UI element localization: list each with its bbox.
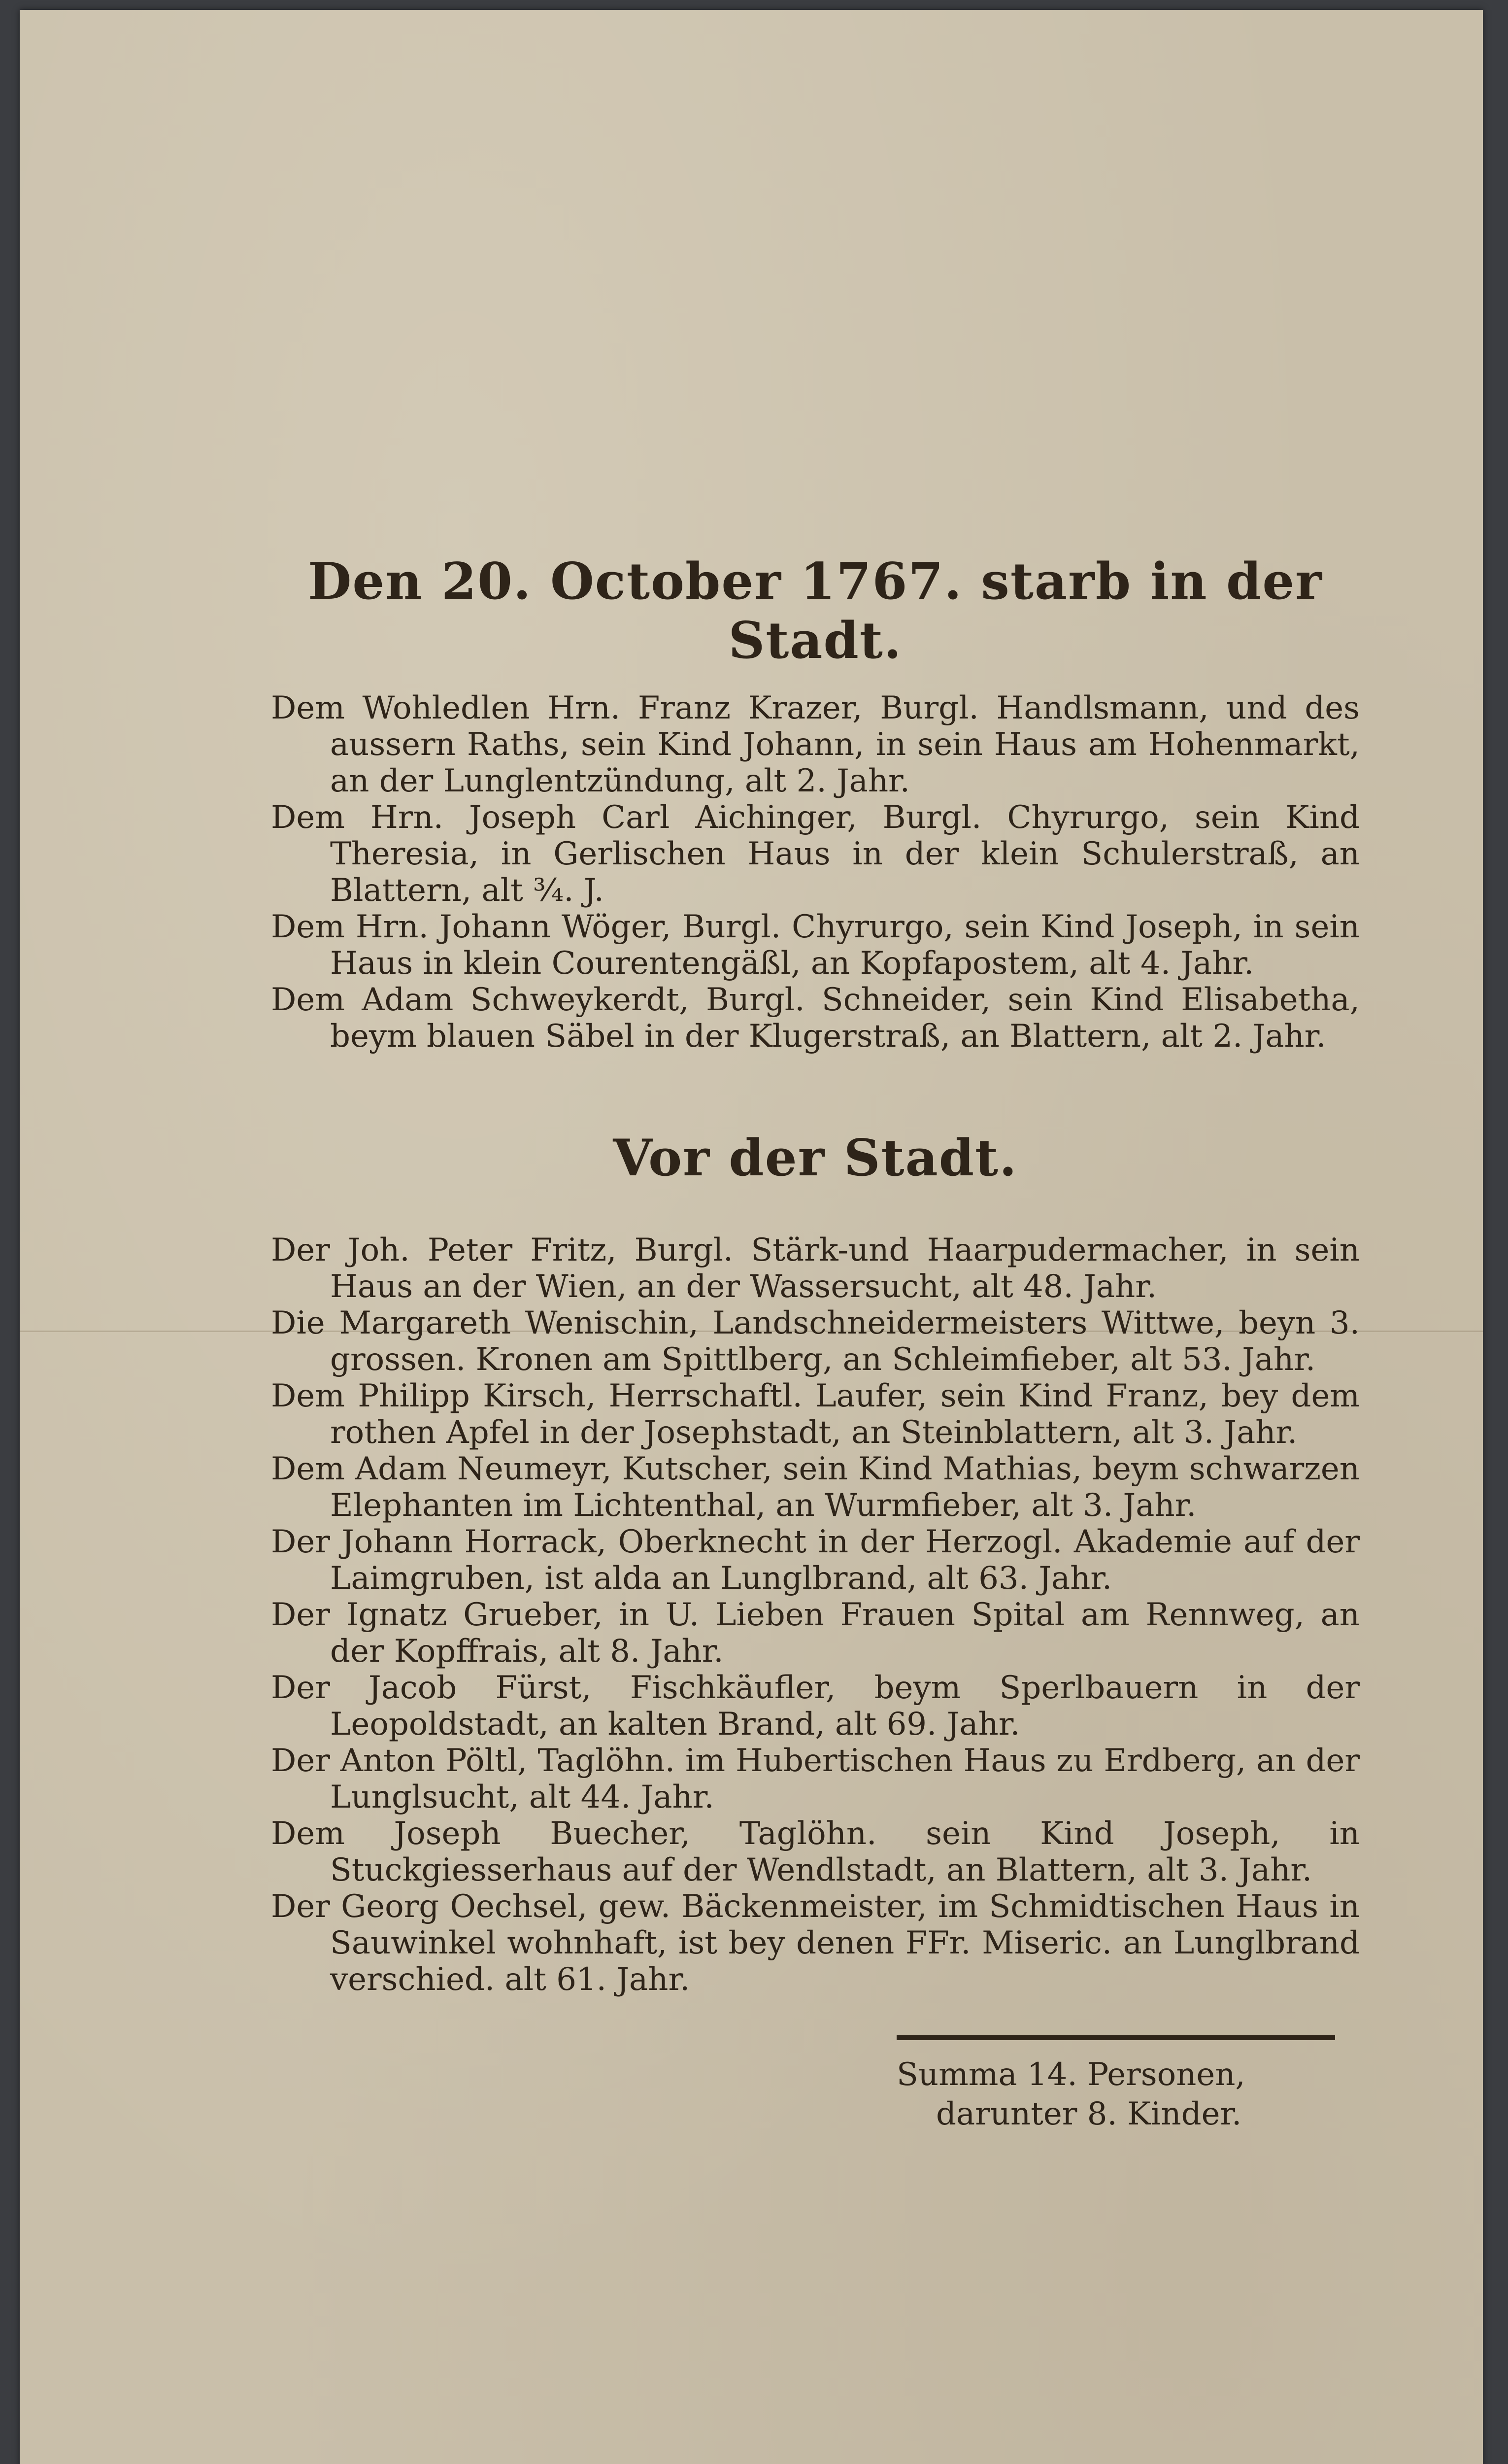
entry: Der Johann Horrack, Oberknecht in der Herzogl. Akademie auf der Laimgruben, ist alda an Lunglbrand, alt 63. Jahr. xyxy=(271,1524,1360,1597)
summary-total: Summa 14. Personen, xyxy=(897,2056,1245,2093)
main-text xyxy=(271,552,1360,1998)
entry: Die Margareth Wenischin, Landschneidermeisters Wittwe, beyn 3. grossen. Kronen am Spittlberg, an Schleimfieber, alt 53. Jahr. xyxy=(271,1305,1360,1378)
entry: Dem Adam Neumeyr, Kutscher, sein Kind Mathias, beym schwarzen Elephanten im Lichtenthal, an Wurmfieber, alt 3. Jahr. xyxy=(271,1451,1360,1524)
entry: Dem Philipp Kirsch, Herrschaftl. Laufer, sein Kind Franz, bey dem rothen Apfel in der Josephstadt, an Steinblattern, alt 3. Jahr. xyxy=(271,1378,1360,1451)
divider-rule xyxy=(897,2035,1335,2040)
entry: Der Ignatz Grueber, in U. Lieben Frauen Spital am Rennweg, an der Kopffrais, alt 8. Jahr. xyxy=(271,1597,1360,1670)
entry: Dem Hrn. Joseph Carl Aichinger, Burgl. Chyrurgo, sein Kind Theresia, in Gerlischen Haus in der klein Schulerstraß, an Blattern, alt ¾. J. xyxy=(271,799,1360,909)
entry: Der Georg Oechsel, gew. Bäckenmeister, im Schmidtischen Haus in Sauwinkel wohnhaft, ist bey denen FFr. Miseric. an Lunglbrand verschied. alt 61. Jahr. xyxy=(271,1888,1360,1998)
entry: Der Jacob Fürst, Fischkäufler, beym Sperlbauern in der Leopoldstadt, an kalten Brand, alt 69. Jahr. xyxy=(271,1670,1360,1743)
summary-block xyxy=(897,2035,1389,2134)
document-page xyxy=(20,10,1483,2464)
heading-vor-der-stadt: Vor der Stadt. xyxy=(613,1129,1018,1188)
entry: Der Anton Pöltl, Taglöhn. im Hubertischen Haus zu Erdberg, an der Lunglsucht, alt 44. Jahr. xyxy=(271,1743,1360,1815)
entry: Der Joh. Peter Fritz, Burgl. Stärk-und Haarpudermacher, in sein Haus an der Wien, an der Wassersucht, alt 48. Jahr. xyxy=(271,1232,1360,1305)
summary-children: darunter 8. Kinder. xyxy=(936,2096,1242,2132)
entry: Dem Hrn. Johann Wöger, Burgl. Chyrurgo, sein Kind Joseph, in sein Haus in klein Courentengäßl, an Kopfapostem, alt 4. Jahr. xyxy=(271,909,1360,982)
entry: Dem Joseph Buecher, Taglöhn. sein Kind Joseph, in Stuckgiesserhaus auf der Wendlstadt, an Blattern, alt 3. Jahr. xyxy=(271,1815,1360,1888)
entry: Dem Adam Schweykerdt, Burgl. Schneider, sein Kind Elisabetha, beym blauen Säbel in der Klugerstraß, an Blattern, alt 2. Jahr. xyxy=(271,982,1360,1055)
heading-in-der-stadt: Den 20. October 1767. starb in der Stadt. xyxy=(307,552,1323,670)
entry: Dem Wohledlen Hrn. Franz Krazer, Burgl. Handlsmann, und des aussern Raths, sein Kind Johann, in sein Haus am Hohenmarkt, an der Lunglentzündung, alt 2. Jahr. xyxy=(271,690,1360,799)
